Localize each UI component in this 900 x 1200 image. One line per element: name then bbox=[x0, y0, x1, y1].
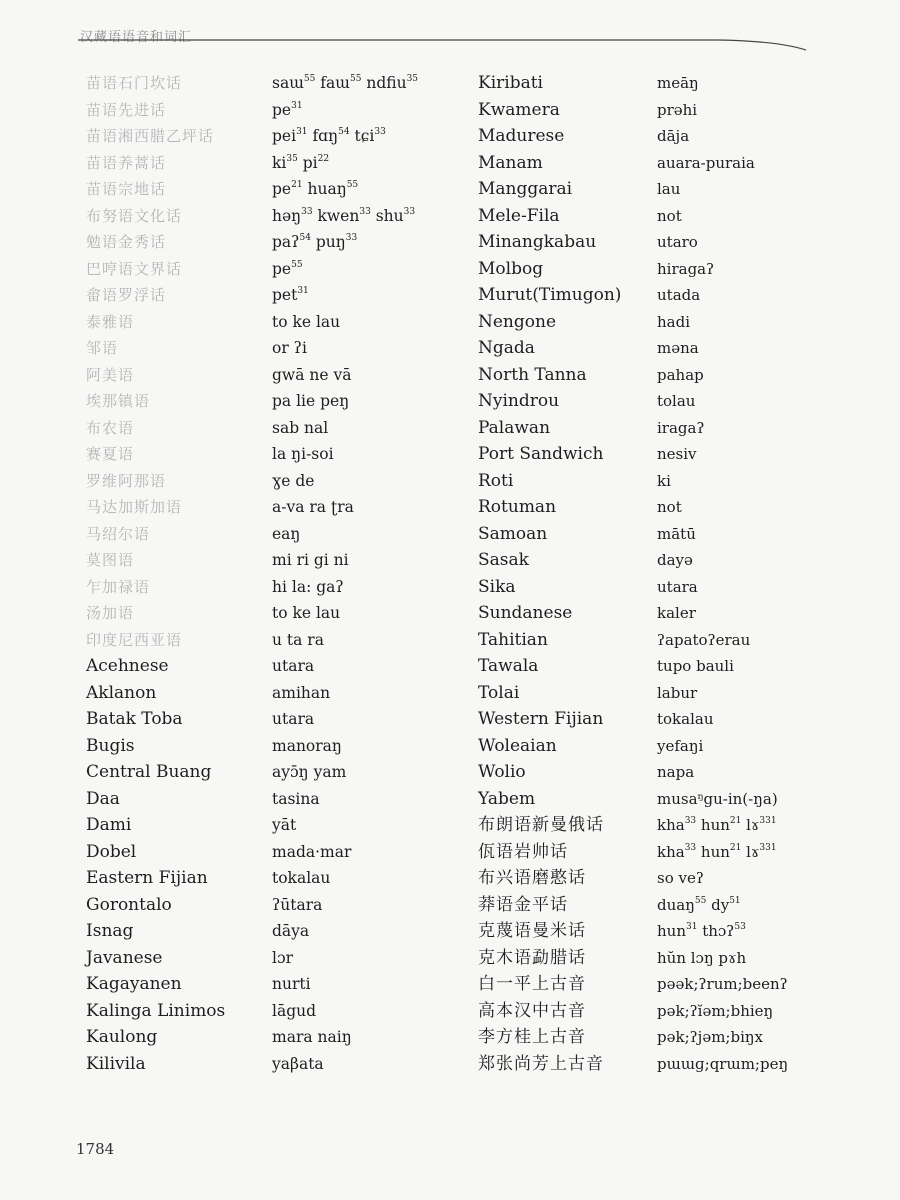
word-form: utara bbox=[272, 657, 315, 675]
language-name: Eastern Fijian bbox=[86, 868, 208, 888]
word-form: utara bbox=[272, 710, 315, 728]
language-name: Kaulong bbox=[86, 1027, 158, 1047]
language-name: Minangkabau bbox=[478, 232, 597, 252]
word-form: tasina bbox=[272, 789, 320, 808]
language-name: 李方桂上古音 bbox=[478, 1027, 586, 1047]
language-name: Manggarai bbox=[478, 179, 573, 199]
word-form: mada·mar bbox=[272, 842, 352, 861]
language-name: 苗语湘西腊乙坪话 bbox=[86, 127, 215, 145]
word-form: auara-puraia bbox=[657, 153, 755, 172]
word-form: u ta ra bbox=[272, 630, 324, 649]
word-form: hŭn lɔŋ pɤh bbox=[657, 948, 747, 967]
word-form: kha$^{33}$ hun$^{21}$ lɤ$^{331}$ bbox=[657, 816, 777, 834]
language-name: Palawan bbox=[478, 417, 551, 438]
word-form: amihan bbox=[272, 683, 331, 702]
language-name: 勉语金秀话 bbox=[86, 233, 167, 251]
language-name: Dami bbox=[86, 815, 132, 835]
word-form: ayɔ̄ŋ yam bbox=[272, 763, 347, 781]
language-name: 克木语勐腊话 bbox=[478, 947, 586, 968]
word-form: $pe^{55}$ bbox=[272, 259, 303, 278]
word-form: utara bbox=[657, 577, 698, 596]
language-name: Sasak bbox=[478, 550, 529, 570]
word-form: meāŋ bbox=[657, 74, 699, 92]
language-name: Acehnese bbox=[86, 656, 169, 676]
word-form: məna bbox=[657, 339, 699, 357]
word-form: to ke lau bbox=[272, 312, 341, 331]
language-name: Mele-Fila bbox=[478, 205, 560, 226]
language-name: Aklanon bbox=[86, 682, 157, 703]
language-name: Daa bbox=[86, 788, 120, 809]
word-form: həŋ$^{33}$ kwen$^{33}$ shu$^{33}$ bbox=[272, 206, 416, 225]
word-form: iragaʔ bbox=[657, 418, 705, 437]
language-name: Yabem bbox=[478, 788, 536, 809]
language-column-right bbox=[478, 70, 653, 1077]
language-name: Central Buang bbox=[86, 762, 212, 782]
word-form: tokalau bbox=[657, 710, 714, 728]
language-name: 泰雅语 bbox=[86, 312, 135, 331]
language-name: 罗维阿那语 bbox=[86, 471, 167, 490]
word-form: dayə bbox=[657, 551, 693, 569]
language-name: 马达加斯加语 bbox=[86, 498, 183, 516]
word-form: napa bbox=[657, 763, 695, 781]
word-form: mātū bbox=[657, 524, 696, 543]
word-form: eaŋ bbox=[272, 524, 301, 543]
word-form: hiragaʔ bbox=[657, 259, 715, 278]
word-form: pet$^{31}$ bbox=[272, 286, 309, 304]
language-name: 克蔑语曼米话 bbox=[478, 921, 586, 941]
language-name: Tawala bbox=[478, 656, 539, 676]
language-name: Javanese bbox=[86, 947, 163, 968]
language-name: 畲语罗浮话 bbox=[86, 286, 167, 304]
word-form: $ki^{35}$ $pi^{22}$ bbox=[272, 153, 330, 172]
language-name: 高本汉中古音 bbox=[478, 1000, 586, 1021]
language-name: Gorontalo bbox=[86, 894, 172, 915]
language-name: Nengone bbox=[478, 311, 557, 332]
language-name: 布朗语新曼俄话 bbox=[478, 815, 604, 835]
language-name: 莫图语 bbox=[86, 551, 135, 569]
language-name: 苗语先进话 bbox=[86, 100, 167, 119]
language-name: Tolai bbox=[478, 682, 520, 703]
word-form: nesiv bbox=[657, 445, 697, 463]
word-form: ʔūtara bbox=[272, 895, 323, 914]
word-form: pək;ʔjəm;biŋx bbox=[657, 1028, 763, 1046]
language-name: Kalinga Linimos bbox=[86, 1000, 226, 1021]
word-form: mi ri gi ni bbox=[272, 551, 349, 569]
language-name: Isnag bbox=[86, 921, 134, 941]
language-name: Port Sandwich bbox=[478, 444, 604, 464]
language-name: Tahitian bbox=[478, 629, 548, 650]
language-name: Woleaian bbox=[478, 735, 557, 756]
word-form: manoraŋ bbox=[272, 736, 342, 755]
language-name: Murut(Timugon) bbox=[478, 285, 622, 305]
language-name: 苗语养蒿话 bbox=[86, 153, 167, 172]
language-name: Kagayanen bbox=[86, 974, 182, 994]
word-form: lau bbox=[657, 180, 681, 198]
running-header: 汉藏语语音和词汇 bbox=[80, 30, 193, 45]
word-form: duaŋ$^{55}$ $dy^{51}$ bbox=[657, 895, 741, 914]
word-form: mara naiŋ bbox=[272, 1028, 352, 1046]
word-form: to ke lau bbox=[272, 604, 341, 622]
word-form: la ŋi-soi bbox=[272, 445, 334, 463]
word-form: pahap bbox=[657, 365, 704, 384]
language-name: Rotuman bbox=[478, 497, 557, 517]
language-name: 赛夏语 bbox=[86, 445, 135, 463]
word-form: yāt bbox=[272, 816, 297, 834]
word-form: utada bbox=[657, 286, 701, 304]
word-form: lāgud bbox=[272, 1001, 317, 1020]
word-form: dāya bbox=[272, 922, 310, 940]
word-form: so veʔ bbox=[657, 869, 704, 887]
word-form: tupo bauli bbox=[657, 657, 734, 675]
word-form: hun$^{31}$ thɔʔ$^{53}$ bbox=[657, 922, 746, 940]
word-form: yaβata bbox=[272, 1054, 324, 1073]
language-name: 莽语金平话 bbox=[478, 894, 568, 915]
word-form: prəhi bbox=[657, 100, 698, 119]
language-name: 埃那镇语 bbox=[86, 392, 151, 410]
form-column-right bbox=[657, 70, 857, 1077]
language-name: Kwamera bbox=[478, 99, 560, 120]
language-name: 白一平上古音 bbox=[478, 974, 586, 994]
word-form: sab nal bbox=[272, 418, 329, 437]
language-name: Nyindrou bbox=[478, 391, 560, 411]
language-name: Western Fijian bbox=[478, 709, 604, 729]
language-name: 马绍尔语 bbox=[86, 524, 151, 543]
language-name: 布农语 bbox=[86, 418, 135, 437]
word-form: utaro bbox=[657, 233, 698, 251]
language-name: 邹语 bbox=[86, 339, 119, 357]
language-column-left bbox=[86, 70, 266, 1077]
word-form: nurti bbox=[272, 975, 311, 993]
word-form: or ʔi bbox=[272, 339, 307, 357]
language-name: North Tanna bbox=[478, 364, 587, 385]
word-form: tokalau bbox=[272, 869, 331, 887]
language-name: Samoan bbox=[478, 523, 548, 544]
word-form: not bbox=[657, 206, 682, 225]
language-name: 苗语石门坎话 bbox=[86, 74, 183, 92]
language-name: Batak Toba bbox=[86, 709, 183, 729]
language-name: Roti bbox=[478, 470, 514, 491]
word-form: hi la: gaʔ bbox=[272, 577, 344, 596]
language-name: 苗语宗地话 bbox=[86, 180, 167, 198]
language-name: 汤加语 bbox=[86, 604, 135, 622]
language-name: Madurese bbox=[478, 126, 565, 146]
language-name: Kiribati bbox=[478, 73, 543, 93]
word-form: ʔapatoʔerau bbox=[657, 630, 751, 649]
word-form: $pe^{21}$ huaŋ$^{55}$ bbox=[272, 180, 359, 198]
language-name: Sika bbox=[478, 576, 516, 597]
language-name: Wolio bbox=[478, 762, 526, 782]
language-name: Kilivila bbox=[86, 1053, 146, 1074]
word-form: yefaŋi bbox=[657, 736, 704, 755]
language-name: 乍加禄语 bbox=[86, 577, 151, 596]
word-form: paʔ$^{54}$ puŋ$^{33}$ bbox=[272, 233, 358, 251]
word-form: not bbox=[657, 498, 682, 516]
word-form: hadi bbox=[657, 312, 691, 331]
form-column-left bbox=[272, 70, 472, 1077]
language-name: Sundanese bbox=[478, 603, 573, 623]
word-form: pək;ʔĭəm;bhieŋ bbox=[657, 1001, 774, 1020]
language-name: 阿美语 bbox=[86, 365, 135, 384]
language-name: 佤语岩帅话 bbox=[478, 841, 568, 862]
word-form: a-va ra ʈra bbox=[272, 498, 354, 516]
language-name: 巴哼语文界话 bbox=[86, 259, 183, 278]
word-form: pɯɯɡ;qrɯm;peŋ bbox=[657, 1054, 789, 1073]
word-form: pei$^{31}$ fɑŋ$^{54}$ tɕi$^{33}$ bbox=[272, 127, 386, 145]
language-name: Ngada bbox=[478, 338, 535, 358]
word-form: labur bbox=[657, 683, 698, 702]
language-name: 布努语文化话 bbox=[86, 206, 183, 225]
language-name: 布兴语磨憨话 bbox=[478, 868, 586, 888]
language-name: Bugis bbox=[86, 735, 135, 756]
word-form: $pe^{31}$ bbox=[272, 100, 303, 119]
word-form: pəək;ʔrum;beenʔ bbox=[657, 975, 788, 993]
word-form: musaᵑgu-in(-ŋa) bbox=[657, 789, 778, 808]
word-form: pa lie peŋ bbox=[272, 392, 350, 410]
language-name: Molbog bbox=[478, 258, 544, 279]
header-rule bbox=[78, 38, 806, 52]
word-form: dāja bbox=[657, 127, 690, 145]
word-form: saɯ$^{55}$ faɯ$^{55}$ ndfiu$^{35}$ bbox=[272, 74, 419, 92]
word-form: kaler bbox=[657, 604, 696, 622]
word-form: lɔr bbox=[272, 948, 294, 967]
language-name: Manam bbox=[478, 152, 543, 173]
page-number: 1784 bbox=[76, 1140, 115, 1158]
word-form: ɣe de bbox=[272, 471, 315, 490]
language-name: Dobel bbox=[86, 841, 137, 862]
word-form: kha$^{33}$ hun$^{21}$ lɤ$^{331}$ bbox=[657, 842, 777, 861]
language-name: 印度尼西亚语 bbox=[86, 630, 183, 649]
word-form: tolau bbox=[657, 392, 696, 410]
word-form: ki bbox=[657, 471, 671, 490]
word-form: gwā ne vā bbox=[272, 365, 352, 384]
language-name: 郑张尚芳上古音 bbox=[478, 1053, 604, 1074]
